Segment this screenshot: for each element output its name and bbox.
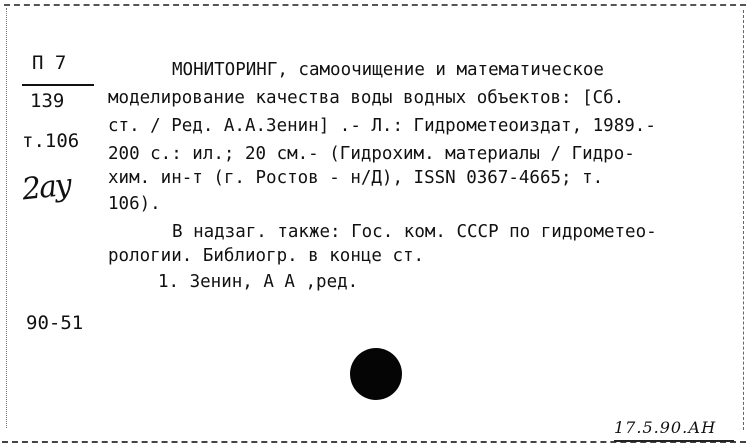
entry-line-6: 106). — [108, 194, 161, 214]
entry-note-line-2: рологии. Библиогр. в конце ст. — [108, 246, 425, 266]
handwritten-mark: 2ау — [20, 167, 73, 208]
date-stamp: 17.5.90.АН — [614, 418, 717, 437]
entry-line-2: моделирование качества воды водных объектов: [Сб. — [108, 88, 625, 108]
date-stamp-underline — [614, 440, 734, 442]
card-left-edge — [6, 8, 7, 428]
card-top-edge — [4, 4, 746, 6]
shelf-volume: т.106 — [22, 130, 80, 152]
shelfmark-divider — [22, 84, 94, 86]
card-number: 90-51 — [26, 312, 84, 334]
shelf-number: 139 — [30, 90, 65, 112]
entry-line-5: хим. ин-т (г. Ростов - н/Д), ISSN 0367-4665; т. — [108, 168, 604, 188]
entry-line-3: ст. / Ред. А.А.Зенин] .- Л.: Гидрометеоиздат, 1989.- — [108, 116, 656, 136]
entry-note-line-1: В надзаг. также: Гос. ком. СССР по гидрометео- — [172, 222, 657, 242]
shelf-section: П 7 — [32, 52, 67, 74]
punch-hole — [350, 348, 402, 400]
entry-line-4: 200 с.: ил.; 20 см.- (Гидрохим. материалы / Гидро- — [108, 144, 635, 164]
entry-line-1: МОНИТОРИНГ, самоочищение и математическое — [172, 60, 604, 80]
added-entry-editor: 1. Зенин, А А ,ред. — [158, 272, 359, 292]
card-right-edge — [743, 10, 744, 430]
